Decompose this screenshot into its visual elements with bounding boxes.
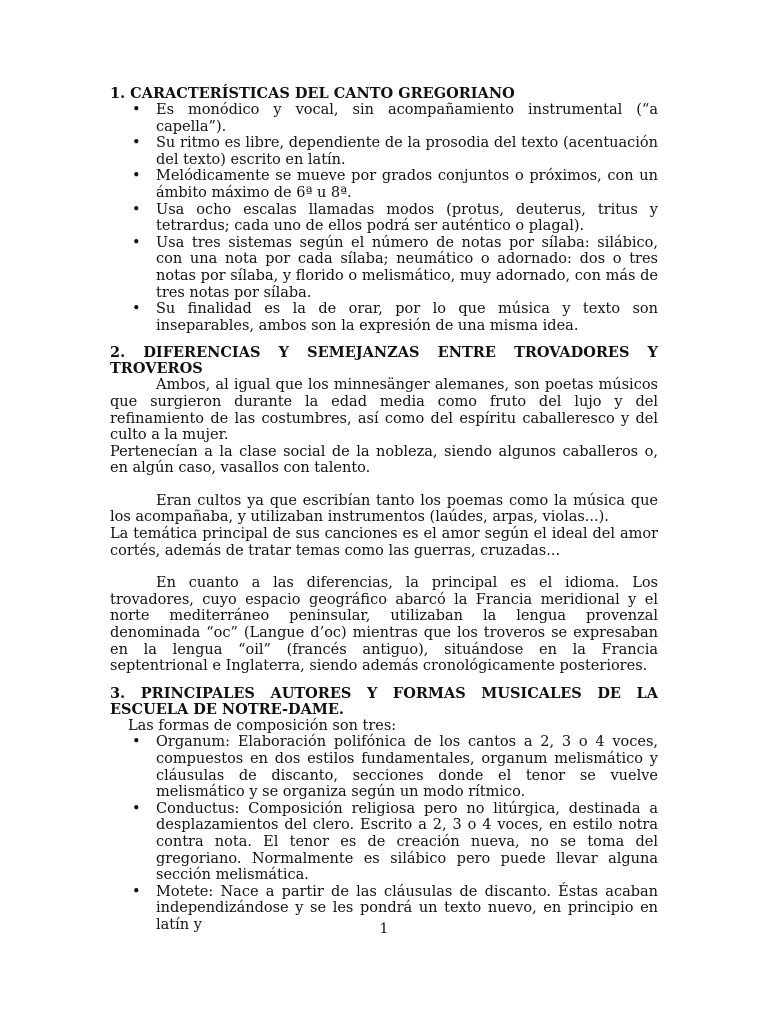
section-3-heading: 3. PRINCIPALES AUTORES Y FORMAS MUSICALES DE LA ESCUELA DE NOTRE-DAME. xyxy=(110,684,658,718)
page-content xyxy=(110,86,658,934)
list-item: • Conductus: Composición religiosa pero no litúrgica, destinada a desplazamientos del clero. Escrito a 2, 3 o 4 voces, en estilo notra contra nota. El tenor es de creación nueva, no se toma del gregoriano. Normalmente es silábico pero puede llevar alguna sección melismática. xyxy=(110,801,658,884)
section-1-list xyxy=(110,102,658,334)
section-1-heading: 1. CARACTERÍSTICAS DEL CANTO GREGORIANO xyxy=(110,85,515,102)
list-item: • Melódicamente se mueve por grados conjuntos o próximos, con un ámbito máximo de 6ª u 8ª. xyxy=(110,168,658,201)
paragraph: Pertenecían a la clase social de la nobleza, siendo algunos caballeros o, en algún caso, vasallos con talento. xyxy=(110,443,658,477)
spacer xyxy=(110,477,658,493)
list-item: • Motete: Nace a partir de las cláusulas de discanto. Éstas acaban independizándose y se les pondrá un texto nuevo, en principio en latín y xyxy=(110,884,658,934)
section-2-heading: 2. DIFERENCIAS Y SEMEJANZAS ENTRE TROVADORES Y TROVEROS xyxy=(110,344,658,378)
paragraph: La temática principal de sus canciones es el amor según el ideal del amor cortés, además de tratar temas como las guerras, cruzadas... xyxy=(110,526,658,559)
list-item: • Usa ocho escalas llamadas modos (protus, deuterus, tritus y tetrardus; cada uno de ellos podrá ser auténtico o plagal). xyxy=(110,202,658,235)
section-3-list xyxy=(110,734,658,933)
section-3-intro: Las formas de composición son tres: xyxy=(128,717,397,734)
list-item: • Usa tres sistemas según el número de notas por sílaba: silábico, con una nota por cada sílaba; neumático o adornado: dos o tres notas por sílaba, y florido o melismático, muy adornado, con más de tres notas por sílaba. xyxy=(110,235,658,301)
list-item: • Su finalidad es la de orar, por lo que música y texto son inseparables, ambos son la expresión de una misma idea. xyxy=(110,301,658,334)
paragraph: Eran cultos ya que escribían tanto los poemas como la música que los acompañaba, y utilizaban instrumentos (laúdes, arpas, violas...). xyxy=(110,492,658,526)
list-item: • Su ritmo es libre, dependiente de la prosodia del texto (acentuación del texto) escrito en latín. xyxy=(110,135,658,168)
paragraph: En cuanto a las diferencias, la principal es el idioma. Los trovadores, cuyo espacio geográfico abarcó la Francia meridional y el norte mediterráneo peninsular, utilizaban la lengua provenzal denominada “oc” (Langue d’oc) mientras que los troveros se expresaban en la lengua “oil” (francés antiguo), situándose en la Francia septentrional e Inglaterra, siendo además cronológicamente posteriores. xyxy=(110,575,658,675)
paragraph: Ambos, al igual que los minnesänger alemanes, son poetas músicos que surgieron durante la edad media como fruto del lujo y del refinamiento de las costumbres, así como del espíritu caballeresco y del culto a la mujer. xyxy=(110,377,658,444)
page-number: 1 xyxy=(379,921,389,937)
spacer xyxy=(110,559,658,575)
list-item: • Es monódico y vocal, sin acompañamiento instrumental (“a capella”). xyxy=(110,102,658,135)
list-item: • Organum: Elaboración polifónica de los cantos a 2, 3 o 4 voces, compuestos en dos estilos fundamentales, organum melismático y cláusulas de discanto, secciones donde el tenor se vuelve melismático y se organiza según un modo rítmico. xyxy=(110,734,658,800)
